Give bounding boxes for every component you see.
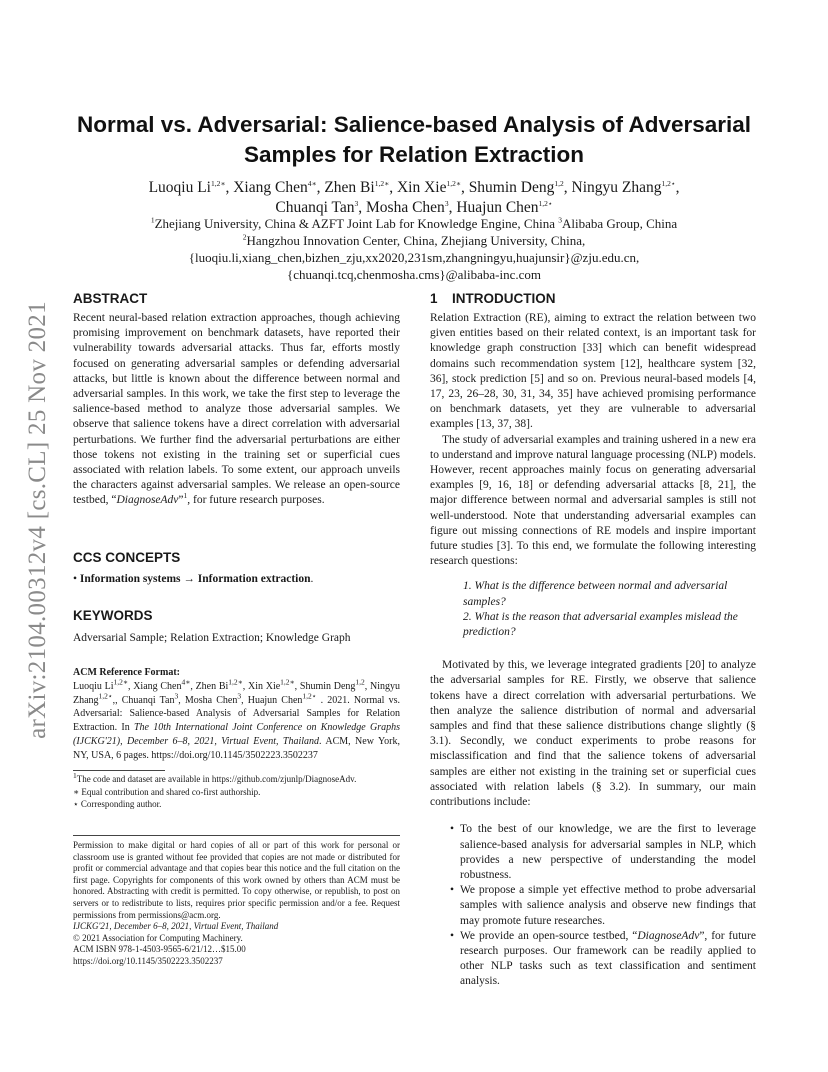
contribution-text: We propose a simple yet effective method to probe adversarial samples with salience analysis and observe new findings that may promote future researches.	[460, 884, 756, 927]
bullet-mark: •	[450, 823, 455, 836]
arxiv-stamp-text: arXiv:2104.00312v4 [cs.CL] 25 Nov 2021	[24, 301, 51, 739]
ccs-item: Information systems	[79, 572, 181, 585]
ref-author: Luoqiu Li	[73, 680, 114, 692]
author-sup: 1,2∗	[374, 178, 390, 188]
permission-text: Permission to make digital or hard copies of all or part of this work for personal or classroom use is granted without fee provided that copies are not made or distributed for profit or commercial advantage and that copies bear this notice and the full citation on the first page. Copyrights for components of this work owned by others than ACM must be honored. Abstracting with credit is permitted. To copy otherwise, or republish, to post on servers or to redistribute to lists, requires prior specific permission and/or a fee. Request permissions from permissions@acm.org.	[73, 840, 400, 920]
author-name: Zhen Bi	[324, 179, 375, 196]
contribution-item	[430, 822, 756, 883]
abstract-heading: ABSTRACT	[73, 291, 148, 306]
author-sup: 1,2⋆	[661, 178, 676, 188]
affil-sup: 1	[150, 215, 155, 225]
author-sup: 1,2∗	[211, 178, 226, 188]
ref-author: , Xiang Chen	[127, 680, 182, 692]
paper-title	[60, 110, 768, 170]
email-line-1: {luoqiu.li,xiang_chen,bizhen_zju,xx2020,231sm,zhangningyu,huajunsir}@zju.edu.cn,	[188, 250, 640, 265]
author-sep: ,	[563, 179, 572, 196]
author-name: Shumin Deng	[468, 179, 555, 196]
author-sep: ,	[358, 199, 367, 216]
footnote-rule	[73, 770, 165, 771]
footnote-mark: ⋆	[73, 799, 79, 809]
tool-name: DiagnoseAdv	[637, 929, 700, 942]
permission-copyright: © 2021 Association for Computing Machinery.	[73, 932, 243, 943]
footnote	[73, 798, 400, 811]
ref-sup: 4∗	[181, 677, 191, 687]
contribution-text: ”, for future research purposes. Our framework can be readily applied to other NLP tasks such as text classification and sentiment analysis.	[460, 929, 756, 988]
permission-isbn: ACM ISBN 978-1-4503-9565-6/21/12…$15.00	[73, 944, 246, 955]
author-line-1	[60, 178, 768, 198]
ref-sup: 1,2∗	[113, 677, 128, 687]
author-sep: ,	[675, 179, 680, 196]
title-line-2: Samples for Relation Extraction	[243, 142, 585, 167]
ref-author: , Zhen Bi	[190, 680, 229, 692]
venue-line: IJCKG'21, December 6–8, 2021, Virtual Event, Thailand	[73, 921, 279, 932]
ref-venue: The 10th International Joint Conference on Knowledge Graphs (IJCKG'21), December 6–8, 2021, Virtual Event, Thailand	[73, 722, 400, 748]
ref-author: , Xin Xie	[242, 680, 281, 692]
permission-doi: https://doi.org/10.1145/3502223.3502237	[73, 955, 223, 966]
arxiv-stamp	[20, 280, 56, 760]
author-sup: 1,2∗	[446, 178, 461, 188]
affiliation-line-1	[60, 215, 768, 232]
footnote	[73, 786, 400, 799]
author-sep: ,	[460, 179, 469, 196]
author-name: Luoqiu Li	[148, 179, 211, 196]
author-sep: ,	[448, 199, 457, 216]
ref-sup: 3	[237, 691, 242, 701]
footnote-text: Equal contribution and shared co-first authorship.	[79, 786, 261, 797]
ccs-item: Information extraction	[197, 572, 311, 585]
contribution-item	[430, 883, 756, 929]
author-name: Chuanqi Tan	[275, 199, 355, 216]
intro-paragraph-2: The study of adversarial examples and training ushered in a new era to understand and improve natural language processing (NLP) models. However, recent approaches mainly focus on generating adversarial examples [9, 16, 18] or defending adversarial attacks [8, 21], the major difference between normal and adversarial samples is still not well-understood. Note that understanding adversarial examples can figure out missing connections of RE models and inspire important future studies [3]. To this end, we formulate the following interesting research questions:	[430, 433, 756, 568]
acm-reference-heading: ACM Reference Format:	[73, 666, 180, 678]
ref-sup: 1,2⋆	[98, 691, 113, 701]
ccs-bullet: •	[73, 572, 78, 585]
contribution-item	[430, 929, 756, 990]
author-sup: 3	[354, 198, 359, 208]
footnotes	[73, 770, 400, 811]
author-name: Xin Xie	[396, 179, 447, 196]
research-questions	[463, 579, 756, 640]
keywords-text: Adversarial Sample; Relation Extraction; Knowledge Graph	[73, 631, 351, 644]
ref-sup: 1,2	[355, 677, 365, 687]
author-name: Ningyu Zhang	[571, 179, 662, 196]
ref-author: , Ningyu Zhang	[73, 680, 400, 706]
author-sep: ,	[225, 179, 234, 196]
affiliations	[60, 215, 768, 283]
introduction-heading	[430, 290, 756, 308]
permission-block	[73, 835, 400, 968]
ref-author: , Huajun Chen	[241, 694, 303, 706]
abstract-end: , for future research purposes.	[187, 494, 325, 507]
author-sep: ,	[316, 179, 325, 196]
author-name: Huajun Chen	[456, 199, 539, 216]
author-sup: 3	[444, 198, 449, 208]
bullet-mark: •	[450, 929, 455, 942]
acm-reference-text	[73, 677, 400, 763]
ref-title: . 2021. Normal vs. Adversarial: Salience-based Analysis of Adversarial Samples for Relation Extraction. In	[73, 694, 400, 734]
author-name: Mosha Chen	[366, 199, 445, 216]
abstract-text	[73, 311, 400, 509]
ref-author: ,, Chuanqi Tan	[112, 694, 175, 706]
ccs-concepts	[73, 572, 400, 587]
tool-name: DiagnoseAdv	[116, 494, 179, 507]
ccs-arrow: →	[180, 572, 198, 585]
author-name: Xiang Chen	[233, 179, 308, 196]
ccs-period: .	[310, 572, 314, 585]
author-sep: ,	[389, 179, 397, 196]
author-list	[60, 178, 768, 218]
ccs-heading: CCS CONCEPTS	[73, 549, 181, 565]
affil-sup: 2	[242, 232, 247, 242]
research-question-1: 1. What is the difference between normal and adversarial samples?	[463, 580, 728, 608]
ref-sup: 3	[174, 691, 179, 701]
author-sup: 1,2	[554, 178, 564, 188]
ref-sup: 1,2∗	[228, 677, 243, 687]
ref-sup: 1,2⋆	[302, 691, 317, 701]
intro-paragraph-1: Relation Extraction (RE), aiming to extract the relation between two given entities based on their related context, is an important task for knowledge graph construction [33] which can benefit widespread domains such recommendation system [12], healthcare system [32, 36], stock prediction [5] and so on. Previous neural-based models [4, 17, 23, 26–28, 30, 31, 34, 35] have achieved promising performance on benchmark datasets, yet they are vulnerable to adversarial examples [13, 37, 38].	[430, 312, 756, 431]
footnote-mark: 1	[183, 491, 188, 501]
author-sup: 4∗	[307, 178, 317, 188]
intro-paragraph-3: Motivated by this, we leverage integrated gradients [20] to analyze the adversarial samples for RE. Firstly, we observe that salience tokens have a direct correlation with adversarial perturbations. We then analyze the salience distribution of normal and adversarial samples and find that these salience distributions change slightly (§ 3.1). Secondly, we conduct experiments to probe reasons for misclassification and find that the salience tokens of adversarial samples are either not existing in the training set or superficial cues associated with relation labels (§ 3.2). In summary, our main contributions include:	[430, 659, 756, 809]
ref-tail: . ACM, New York, NY, USA, 6 pages. https://doi.org/10.1145/3502223.3502237	[73, 736, 400, 762]
bullet-mark: •	[450, 884, 455, 897]
section-number: 1	[430, 291, 438, 306]
contribution-text: To the best of our knowledge, we are the first to leverage salience-based analysis for adversarial samples in NLP, which provides a new perspective of understanding the model robustness.	[460, 823, 756, 881]
contribution-text: We provide an open-source testbed, “	[460, 929, 638, 942]
ref-author: , Shumin Deng	[294, 680, 356, 692]
left-column	[73, 290, 400, 763]
permission-rule	[73, 835, 400, 836]
title-line-1: Normal vs. Adversarial: Salience-based Analysis of Adversarial	[76, 112, 752, 137]
author-sup: 1,2⋆	[538, 198, 553, 208]
affil-text: Alibaba Group, China	[562, 216, 678, 231]
affil-text: Hangzhou Innovation Center, China, Zhejiang University, China,	[246, 233, 586, 248]
right-column	[430, 290, 756, 990]
abstract-body: Recent neural-based relation extraction approaches, though achieving promising improvement on benchmark datasets, have reported their vulnerability towards adversarial attacks. Thus far, efforts mostly focused on generating adversarial samples or defending adversarial attacks, but little is known about the difference between normal and adversarial samples. In this work, we take the first step to leverage the salience-based method to analyze those adversarial samples. We observe that salience tokens have a direct correlation with adversarial perturbations. We further find the adversarial perturbations are either those tokens not existing in the training set or superficial cues associated with relation labels. To some extent, our approach unveils the characters against adversarial samples. We release an open-source testbed, “	[73, 312, 400, 507]
footnote-text: Corresponding author.	[78, 799, 162, 809]
footnote-mark: ∗	[73, 786, 80, 797]
ref-sup: 1,2∗	[280, 677, 295, 687]
contribution-list	[430, 822, 756, 989]
research-question-2: 2. What is the reason that adversarial examples mislead the prediction?	[463, 610, 738, 639]
footnote	[73, 773, 400, 786]
email-line-2: {chuanqi.tcq,chenmosha.cms}@alibaba-inc.com	[286, 267, 542, 282]
permission-venue	[73, 921, 400, 933]
affil-text: Zhejiang University, China & AZFT Joint Lab for Knowledge Engine, China	[154, 216, 559, 231]
affiliation-line-2	[60, 232, 768, 249]
footnote-text: The code and dataset are available in https://github.com/zjunlp/DiagnoseAdv.	[76, 774, 357, 784]
footnote-mark: 1	[73, 771, 77, 780]
ref-author: , Mosha Chen	[178, 694, 238, 706]
affil-sup: 3	[558, 215, 562, 225]
keywords-heading: KEYWORDS	[73, 607, 153, 623]
abstract-quote: ”	[178, 494, 184, 507]
section-title: INTRODUCTION	[452, 291, 556, 306]
